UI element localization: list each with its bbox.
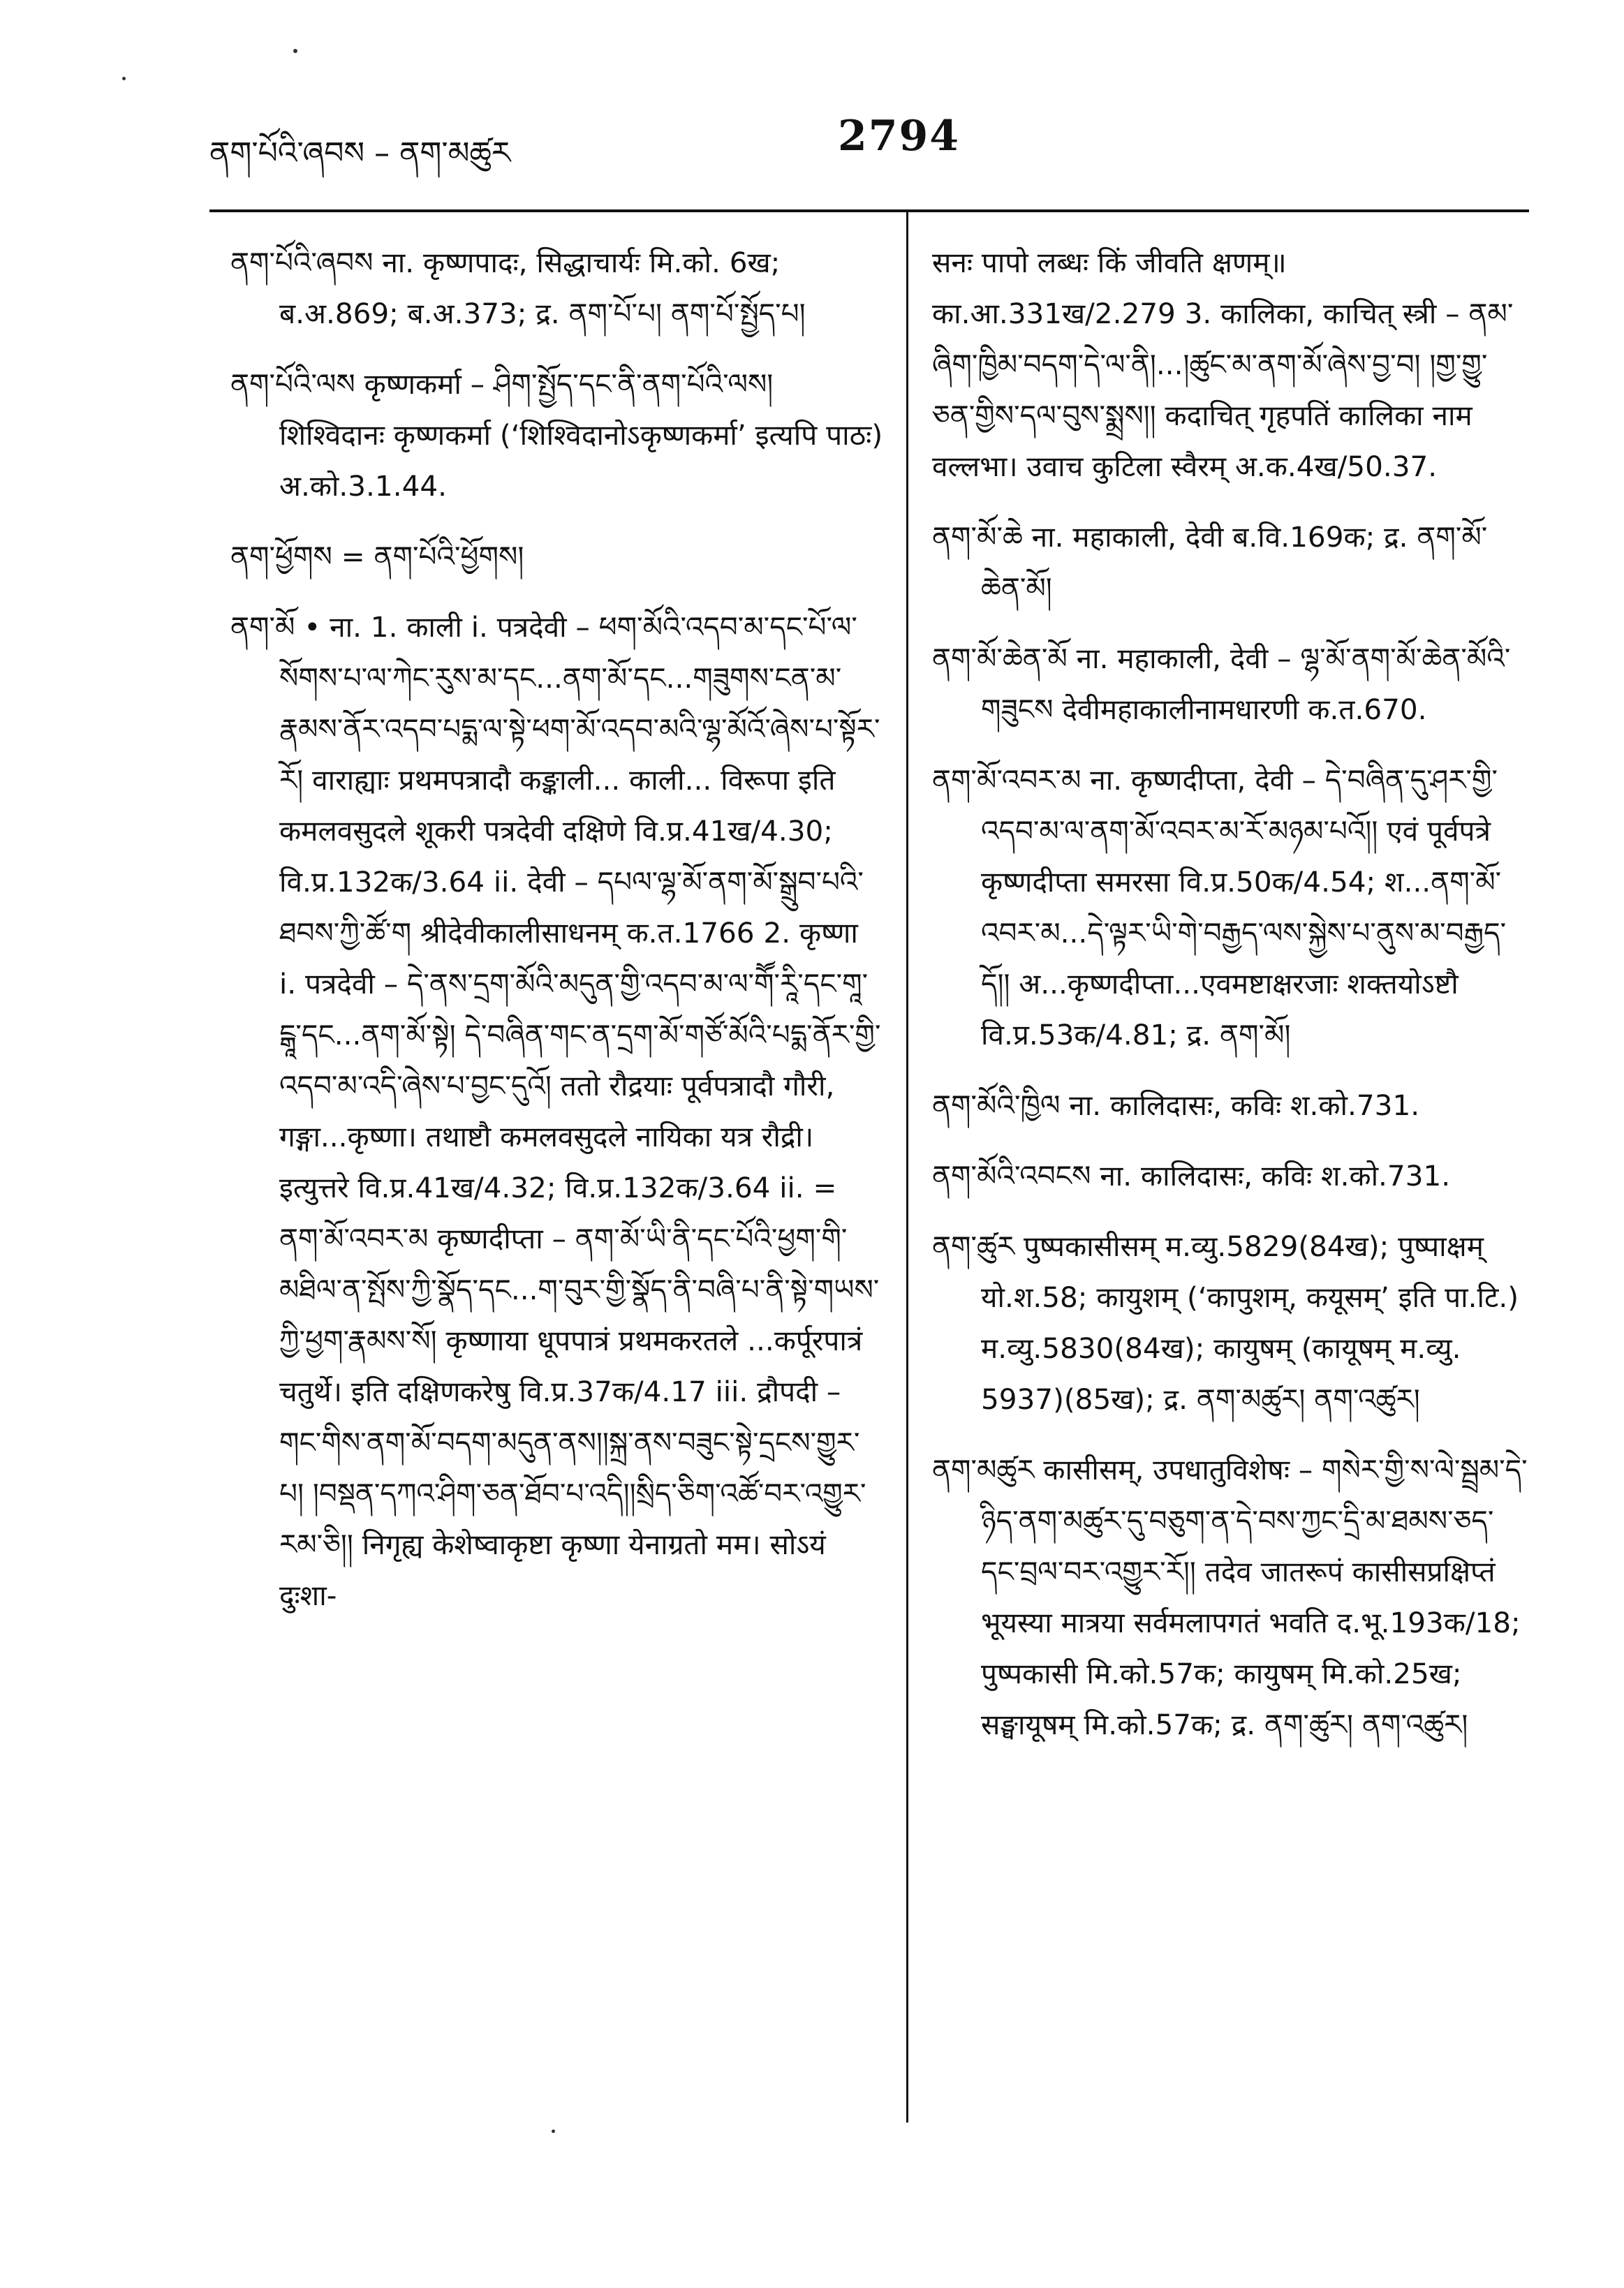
entry-text: ནག་མོ་ཆེ ना. महाकाली, देवी ब.वि.169क; द्र. ནག་མོ་ཆེན་མོ། <box>932 520 1488 605</box>
entry-text: ནག་མོ་ཆེན་མོ ना. महाकाली, देवी – ལྷ་མོ་ནག་མོ་ཆེན་མོའི་གཟུངས देवीमहाकालीनामधारणी क.त.670. <box>932 642 1511 726</box>
dictionary-entry <box>932 1221 1529 1425</box>
header-rule <box>209 209 1529 212</box>
dictionary-entry <box>230 531 883 582</box>
page-number: 2794 <box>838 112 960 161</box>
dictionary-entry <box>932 633 1529 735</box>
entry-text: ནག་མཚུར कासीसम्, उपधातुविशेषः – གསེར་གྱི་ས་ལེ་སྦྲམ་དེ་ཉིད་ནག་མཚུར་དུ་བཅུག་ན་དེ་བས་ཀྱང་དྲི་མ་ཐམས་ཅད་དང་བྲལ་བར་འགྱུར་རོ།། तदेव जातरूपं कासीसप्रक्षिप्तं भूयस्या मात्रया सर्वमलापगतं भवति द.भू.193क/18; पुष्पकासी मि.को.57क; कायुषम् मि.को.25ख; सङ्घायूषम् मि.को.57क; द्र. ནག་ཚུར། ནག་འཚུར། <box>932 1453 1528 1741</box>
entry-text: ནག་པོའི་ཞབས ना. कृष्णपादः, सिद्धाचार्यः मि.को. 6ख; ब.अ.869; ब.अ.373; द्र. ནག་པོ་པ། ནག་པོ་སྤྱོད་པ། <box>230 246 806 330</box>
page-header <box>209 112 1522 171</box>
dictionary-entry <box>230 359 883 512</box>
dictionary-entry <box>932 755 1529 1061</box>
entry-text: ནག་མོའི་ཁྱིལ ना. कालिदासः, कविः श.को.731. <box>932 1088 1420 1122</box>
right-column <box>932 237 1529 1770</box>
dictionary-entry <box>230 602 883 1621</box>
dictionary-entry <box>230 237 883 339</box>
entry-text: सनः पापो लब्धः किं जीवति क्षणम्॥ का.आ.331ख/2.279 3. कालिका, काचित् स्त्री – ནམ་ཞིག་ཁྱིམ་བདག་དེ་ལ་ནི།...།ཚུང་མ་ནག་མོ་ཞེས་བྱ་བ། །གྱ་གྱུ་ཅན་གྱིས་དལ་བུས་སྨྲས།། कदाचित् गृहपतिं कालिका नाम वल्लभा। उवाच कुटिला स्वैरम् अ.क.4ख/50.37. <box>932 246 1514 483</box>
dictionary-entry <box>932 512 1529 614</box>
dictionary-entry <box>932 1080 1529 1131</box>
column-divider <box>906 209 908 2123</box>
entry-text: ནག་མོའི་འབངས ना. कालिदासः, कविः श.को.731. <box>932 1159 1451 1193</box>
scan-speck <box>552 2130 555 2133</box>
entry-text: ནག་པོའི་ལས कृष्णकर्मा – ཤིག་སྤྱོད་དང་ནི་ནག་པོའི་ལས། शिश्विदानः कृष्णकर्मा (‘शिश्विदानोऽकृष्णकर्मा’ इत्यपि पाठः) अ.को.3.1.44. <box>230 367 883 503</box>
running-title: ནག་པོའི་ཞབས – ནག་མཚུར <box>209 135 511 171</box>
scan-speck <box>122 77 126 80</box>
dictionary-entry <box>932 1151 1529 1202</box>
dictionary-entry <box>932 1445 1529 1750</box>
dictionary-entry <box>932 237 1529 492</box>
entry-text: ནག་ཚུར पुष्पकासीसम् म.व्यु.5829(84ख); पुष्पाक्षम् यो.श.58; कायुशम् (‘कापुशम्, कयूसम्’ इति पा.टि.) म.व्यु.5830(84ख); कायुषम् (कायूषम् म.व्यु. 5937)(85ख); द्र. ནག་མཚུར། ནག་འཚུར། <box>932 1230 1519 1416</box>
entry-text: ནག་མོ་འབར་མ ना. कृष्णदीप्ता, देवी – དེ་བཞིན་དུ་ཤར་གྱི་འདབ་མ་ལ་ནག་མོ་འབར་མ་རོ་མཉམ་པའོ།། एवं पूर्वपत्रे कृष्णदीप्ता समरसा वि.प्र.50क/4.54; श...ནག་མོ་འབར་མ...དེ་ལྟར་ཡི་གེ་བརྒྱད་ལས་སྐྱེས་པ་ནུས་མ་བརྒྱད་དོ།། अ...कृष्णदीप्ता...एवमष्टाक्षरजाः शक्तयोऽष्टौ वि.प्र.53क/4.81; द्र. ནག་མོ། <box>932 763 1507 1051</box>
left-column <box>230 237 883 1641</box>
entry-text: ནག་མོ • ना. 1. काली i. पत्रदेवी – ཕག་མོའི་འདབ་མ་དང་པོ་ལ་སོགས་པ་ལ་ཀེང་རུས་མ་དང...ནག་མོ་དང...གཟུགས་ངན་མ་རྣམས་ནོར་འདབ་པདྨ་ལ་སྟེ་ཕག་མོ་འདབ་མའི་ལྷ་མོའོ་ཞེས་པ་སྟོར་རོ། वाराह्याः प्रथमपत्रादौ कङ्काली... काली... विरूपा इति कमलवसुदले शूकरी पत्रदेवी दक्षिणे वि.प्र.41ख/4.30; वि.प्र.132क/3.64 ii. देवी – དཔལ་ལྷ་མོ་ནག་མོ་སྒྲུབ་པའི་ཐབས་ཀྱི་ཚོ་ག श्रीदेवीकालीसाधनम् क.त.1766 2. कृष्णा i. पत्रदेवी – དེ་ནས་དྲག་མོའི་མདུན་གྱི་འདབ་མ་ལ་གཽ་རཱི་དང་གཱ་ངྒཱ་དང...ནག་མོ་སྟེ། དེ་བཞིན་གང་ན་དྲག་མོ་གཙོ་མོའི་པདྨ་ནོར་གྱི་འདབ་མ་འདི་ཞེས་པ་བྱང་དུའོ། ततो रौद्रयाः पूर्वपत्रादौ गौरी, गङ्गा...कृष्णा। तथाष्टौ कमलवसुदले नायिका यत्र रौद्री। इत्युत्तरे वि.प्र.41ख/4.32; वि.प्र.132क/3.64 ii. = ནག་མོ་འབར་མ कृष्णदीप्ता – ནག་མོ་ཡི་ནི་དང་པོའི་ཕྱག་གི་མཐིལ་ན་སྤོས་ཀྱི་སྣོད་དང...ག་བུར་གྱི་སྣོད་ནི་བཞི་པ་ནི་སྟེ་གཡས་ཀྱི་ཕྱག་རྣམས་སོ། कृष्णाया धूपपात्रं प्रथमकरतले ...कर्पूरपात्रं चतुर्थे। इति दक्षिणकरेषु वि.प्र.37क/4.17 iii. द्रौपदी – གང་གིས་ནག་མོ་བདག་མདུན་ནས།།སྐྲ་ནས་བཟུང་སྟེ་དྲངས་གྱུར་པ། །བསྡན་དཀའ་ཤིག་ཅན་ཐོབ་པ་འདི།།སྲིད་ཅིག་འཚོ་བར་འགྱུར་རམ་ཅི།། निगृह्य केशेष्वाकृष्टा कृष्णा येनाग्रतो मम। सोऽयं दुःशा- <box>230 610 881 1612</box>
scan-speck <box>293 49 297 53</box>
entry-text: ནག་ཕྱོགས = ནག་པོའི་ཕྱོགས། <box>230 540 524 573</box>
